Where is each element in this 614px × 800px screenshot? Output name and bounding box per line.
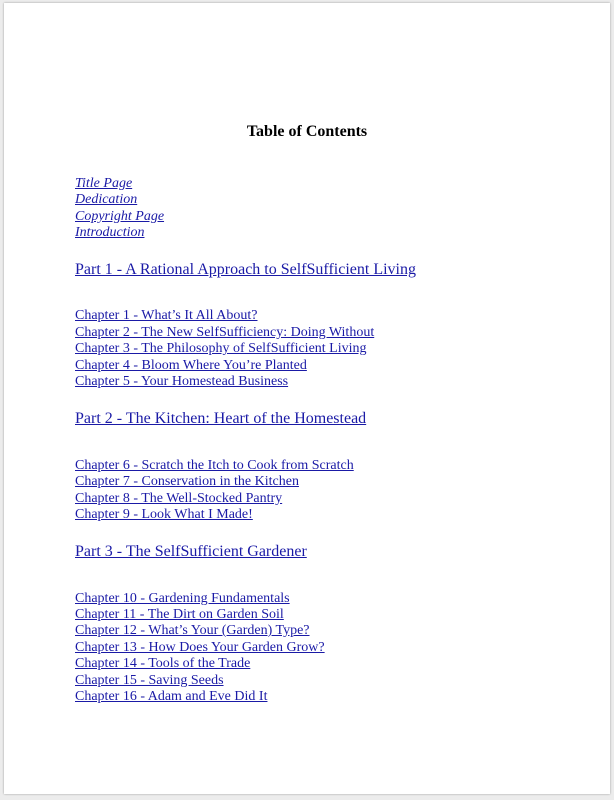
toc-link-chapter-13[interactable]: Chapter 13 - How Does Your Garden Grow? — [75, 640, 325, 655]
toc-link-chapter-14[interactable]: Chapter 14 - Tools of the Trade — [75, 656, 251, 671]
toc-link-title-page[interactable]: Title Page — [75, 176, 133, 191]
toc-link-chapter-7[interactable]: Chapter 7 - Conservation in the Kitchen — [75, 474, 299, 489]
toc-link-chapter-9[interactable]: Chapter 9 - Look What I Made! — [75, 507, 253, 522]
toc-link-chapter-4[interactable]: Chapter 4 - Bloom Where You’re Planted — [75, 358, 307, 373]
toc-link-chapter-12[interactable]: Chapter 12 - What’s Your (Garden) Type? — [75, 623, 310, 638]
toc-link-chapter-8[interactable]: Chapter 8 - The Well-Stocked Pantry — [75, 491, 283, 506]
toc-link-chapter-6[interactable]: Chapter 6 - Scratch the Itch to Cook from Scratch — [75, 458, 354, 473]
toc-link-copyright-page[interactable]: Copyright Page — [75, 209, 165, 224]
toc-link-chapter-5[interactable]: Chapter 5 - Your Homestead Business — [75, 374, 289, 389]
toc-link-chapter-16[interactable]: Chapter 16 - Adam and Eve Did It — [75, 689, 268, 704]
toc-link-part-3[interactable]: Part 3 - The SelfSufficient Gardener — [75, 543, 307, 560]
toc-link-chapter-3[interactable]: Chapter 3 - The Philosophy of SelfSufficient Living — [75, 341, 367, 356]
toc-link-chapter-10[interactable]: Chapter 10 - Gardening Fundamentals — [75, 591, 290, 606]
toc-link-chapter-15[interactable]: Chapter 15 - Saving Seeds — [75, 673, 224, 688]
toc-link-chapter-2[interactable]: Chapter 2 - The New SelfSufficiency: Doing Without — [75, 325, 375, 340]
toc-link-part-1[interactable]: Part 1 - A Rational Approach to SelfSufficient Living — [75, 261, 416, 278]
toc-link-chapter-1[interactable]: Chapter 1 - What’s It All About? — [75, 308, 258, 323]
page-title: Table of Contents — [246, 123, 368, 140]
toc-link-dedication[interactable]: Dedication — [75, 192, 138, 207]
document-page — [4, 3, 610, 794]
toc-link-introduction[interactable]: Introduction — [75, 225, 145, 240]
toc-link-part-2[interactable]: Part 2 - The Kitchen: Heart of the Homestead — [75, 410, 367, 427]
toc-link-chapter-11[interactable]: Chapter 11 - The Dirt on Garden Soil — [75, 607, 284, 622]
